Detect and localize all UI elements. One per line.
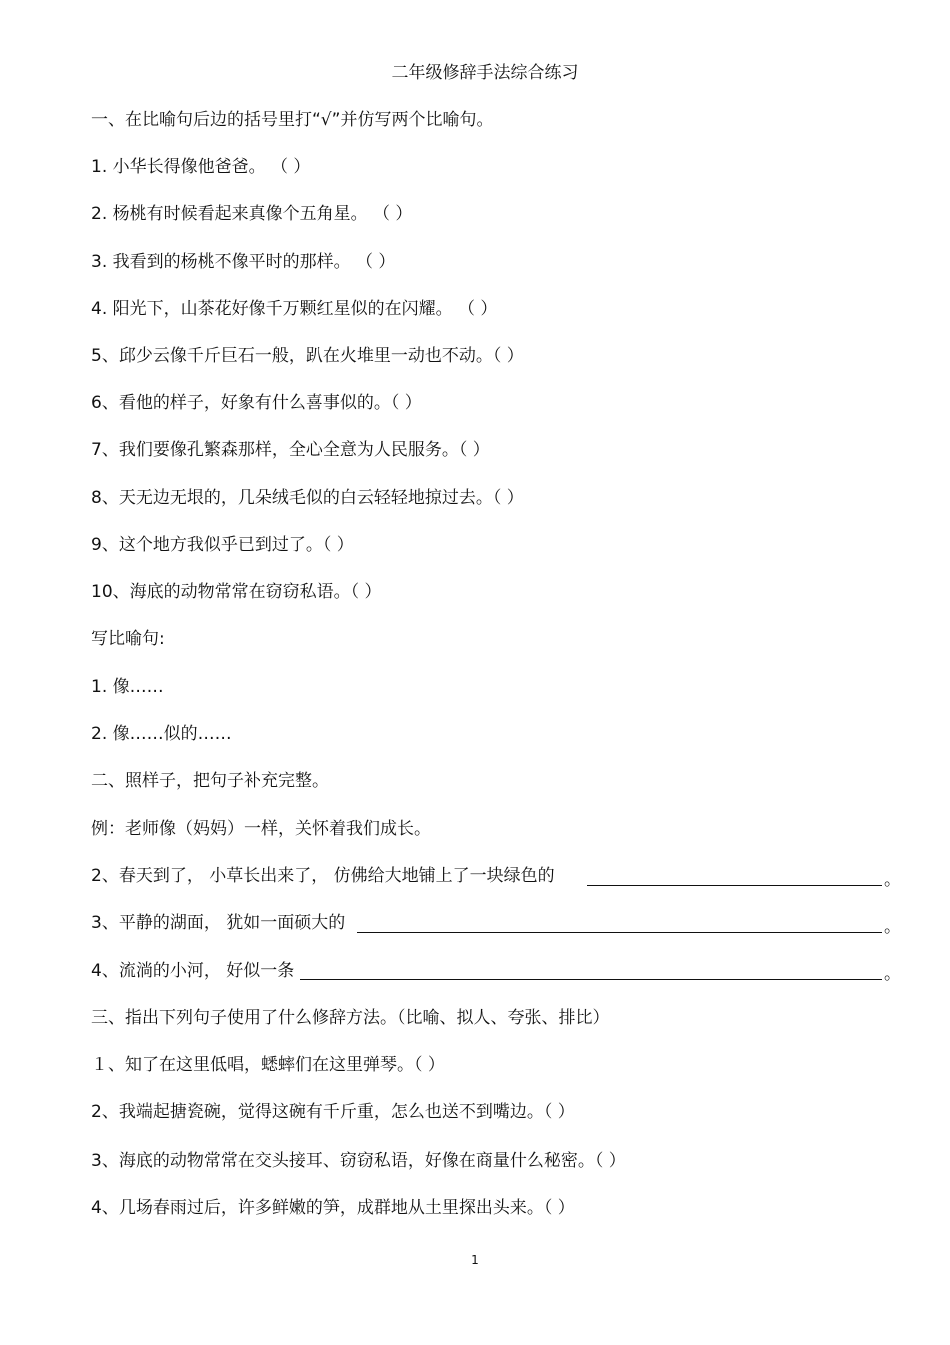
- answer-blank-line[interactable]: [300, 979, 882, 980]
- section2-example: 例：老师像（妈妈）一样，关怀着我们成长。: [91, 819, 431, 839]
- page-title: 二年级修辞手法综合练习: [391, 63, 579, 83]
- section2-heading: 二、照样子，把句子补充完整。: [91, 771, 329, 791]
- section3-item-2: 2、我端起搪瓷碗，觉得这碗有千斤重，怎么也送不到嘴边。（ ）: [91, 1102, 575, 1122]
- page-number: 1: [471, 1253, 479, 1267]
- section2-item-3: 3、平静的湖面， 犹如一面硕大的: [91, 913, 346, 933]
- period-mark: 。: [884, 870, 901, 890]
- section1-item-4: 4. 阳光下，山茶花好像千万颗红星似的在闪耀。 （ ）: [91, 299, 498, 319]
- section1-item-8: 8、天无边无垠的，几朵绒毛似的白云轻轻地掠过去。（ ）: [91, 488, 524, 508]
- answer-blank-line[interactable]: [587, 885, 882, 886]
- section1-item-10: 10、海底的动物常常在窃窃私语。（ ）: [91, 582, 382, 602]
- section1-item-9: 9、这个地方我似乎已到过了。（ ）: [91, 535, 354, 555]
- write-simile-label: 写比喻句:: [91, 629, 165, 649]
- section1-item-6: 6、看他的样子，好象有什么喜事似的。（ ）: [91, 393, 422, 413]
- section2-item-4: 4、流淌的小河， 好似一条: [91, 961, 295, 981]
- section1-item-7: 7、我们要像孔繁森那样，全心全意为人民服务。（ ）: [91, 440, 490, 460]
- section3-item-4: 4、几场春雨过后，许多鲜嫩的笋，成群地从土里探出头来。（ ）: [91, 1198, 575, 1218]
- write-simile-item-2: 2. 像……似的……: [91, 724, 232, 744]
- period-mark: 。: [884, 964, 901, 984]
- section3-item-1: １、知了在这里低唱，蟋蟀们在这里弹琴。（ ）: [91, 1055, 445, 1075]
- section1-item-3: 3. 我看到的杨桃不像平时的那样。 （ ）: [91, 252, 396, 272]
- section1-item-2: 2. 杨桃有时候看起来真像个五角星。 （ ）: [91, 204, 413, 224]
- section1-item-1: 1. 小华长得像他爸爸。 （ ）: [91, 157, 311, 177]
- section3-item-3: 3、海底的动物常常在交头接耳、窃窃私语，好像在商量什么秘密。（ ）: [91, 1151, 626, 1171]
- answer-blank-line[interactable]: [357, 932, 882, 933]
- period-mark: 。: [884, 917, 901, 937]
- write-simile-item-1: 1. 像……: [91, 677, 164, 697]
- section3-heading: 三、指出下列句子使用了什么修辞方法。（比喻、拟人、夸张、排比）: [91, 1008, 610, 1028]
- section1-item-5: 5、邱少云像千斤巨石一般，趴在火堆里一动也不动。（ ）: [91, 346, 524, 366]
- section1-heading: 一、在比喻句后边的括号里打“√”并仿写两个比喻句。: [91, 110, 494, 130]
- section2-item-2: 2、春天到了， 小草长出来了， 仿佛给大地铺上了一块绿色的: [91, 866, 555, 886]
